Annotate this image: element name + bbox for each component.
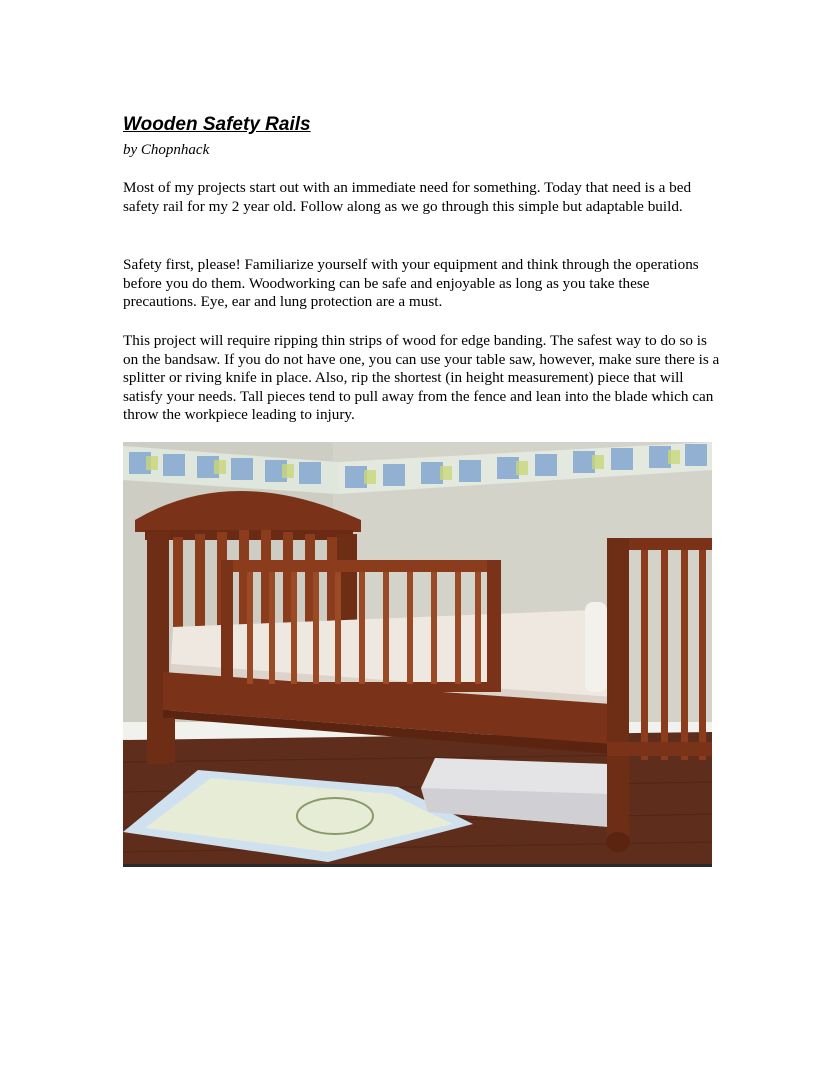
photo-divider-rule: [123, 864, 712, 867]
paragraph-ripping: This project will require ripping thin strips of wood for edge banding. The safest way to do so is on the bandsaw. If you do not have one, you can use your table saw, however, make sure there is a splitter or riving knife in place. Also, rip the shortest (in height measurement) piece that will satisfy your needs. Tall pieces tend to pull away from the fence and lean into the blade which can throw the workpiece leading to injury.: [123, 332, 720, 423]
paragraph-intro: Most of my projects start out with an immediate need for something. Today that need is a bed safety rail for my 2 year old. Follow along as we go through this simple but adaptable build.: [123, 179, 692, 215]
article-title: Wooden Safety Rails: [123, 114, 311, 135]
paragraph-safety: Safety first, please! Familiarize yourself with your equipment and think through the operations before you do them. Woodworking can be safe and enjoyable as long as you take these precautions. Eye, ear and lung protection are a must.: [123, 256, 699, 310]
article-byline: by Chopnhack: [123, 142, 210, 158]
bed-rail-photo: [123, 442, 712, 864]
